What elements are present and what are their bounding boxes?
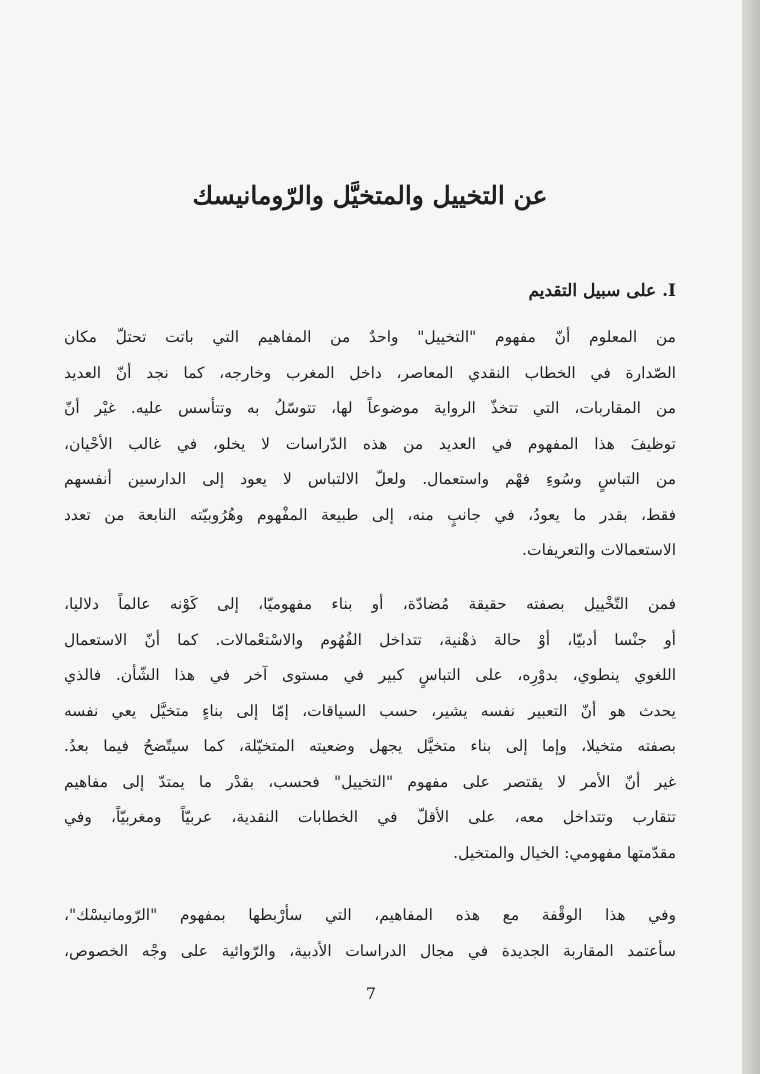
paragraph-line: من المعلوم أنّ مفهوم "التخييل" واحدٌ من المفاهيم التي باتت تحتلّ مكان [64, 328, 676, 346]
paragraph-line: سأعتمد المقاربة الجديدة في مجال الدراسات الأدبية، والرّوائية على وجْه الخصوص، [64, 941, 676, 960]
paragraph-line: مقدّمتها مفهومي: الخيال والمتخيل. [453, 843, 676, 862]
paragraph-line: غير أنّ الأمر لا يقتصر على مفهوم "التخييل" فحسب، بقدْر ما يمتدّ إلى مفاهيم [64, 772, 676, 791]
paragraph-line: تتقارب وتتداخل معه، على الأقلّ في الخطابات النقدية، عربيّاً ومغربيّاً، وفي [64, 808, 676, 826]
paragraph-line: الاستعمالات والتعريفات. [522, 541, 676, 559]
paragraph-line: اللغوي ينطوي، بدوْرِه، على التباسٍ كبير في مستوى آخر في هذا الشّأن. فالذي [64, 666, 676, 684]
paragraph-line: أو جنْسا أدبيّا، أوْ حالة ذهْنية، تتداخل الفُهُوم والاسْتعْمالات. كما أنّ الاستعمال [64, 630, 676, 649]
paragraph-line: يحدث هو أنّ التعبير نفسه يشير، حسب السياقات، إمّا إلى بناءٍ متخيَّل يعي نفسه [64, 701, 676, 720]
paragraph-3 [64, 898, 676, 969]
section-heading: I. على سبيل التقديم [528, 281, 676, 301]
paragraph-line: فمن التّخْييل بصفته حقيقة مُضادّة، أو بناء مفهوميّا، إلى كَوْنه عالماً دلاليا، [64, 595, 676, 613]
paragraph-line: من التباسٍ وسُوءِ فهْم واستعمال. ولعلّ الالتباس لا يعود إلى الدارسين أنفسهم [64, 470, 676, 488]
page-edge [742, 0, 760, 1074]
page-number: 7 [365, 984, 377, 1003]
page-title: عن التخييل والمتخيَّل والرّومانيسك [192, 181, 548, 210]
paragraph-line: فقط، بقدر ما يعودُ، في جانبٍ منه، إلى طبيعة المفْهوم وهُرُوبيّته النابعة من تعدد [64, 505, 676, 524]
paragraph-line: بصفته متخيلا، وإما إلى بناء متخيَّل يجهل وضعيته المتخيّلة، كما سيتّضحُ فيما بعدُ. [64, 737, 676, 755]
paragraph-line: وفي هذا الوقْفة مع هذه المفاهيم، التي سأرْبطها بمفهوم "الرّومانيسْك"، [64, 906, 676, 924]
paragraph-line: من المقاربات، التي تتخذّ الرواية موضوعاً لها، تتوسّلُ به وتتأسس عليه. غيْر أنّ [64, 399, 676, 417]
paragraph-1 [64, 320, 676, 569]
paragraph-line: الصّدارة في الخطاب النقدي المعاصر، داخل المغرب وخارجه، كما نجد أنّ العديد [64, 363, 676, 382]
paragraph-2 [64, 587, 676, 871]
paragraph-line: توظيفَ هذا المفهوم في العديد من هذه الدّراسات لا يخلو، في غالب الأحْيان، [64, 434, 676, 453]
